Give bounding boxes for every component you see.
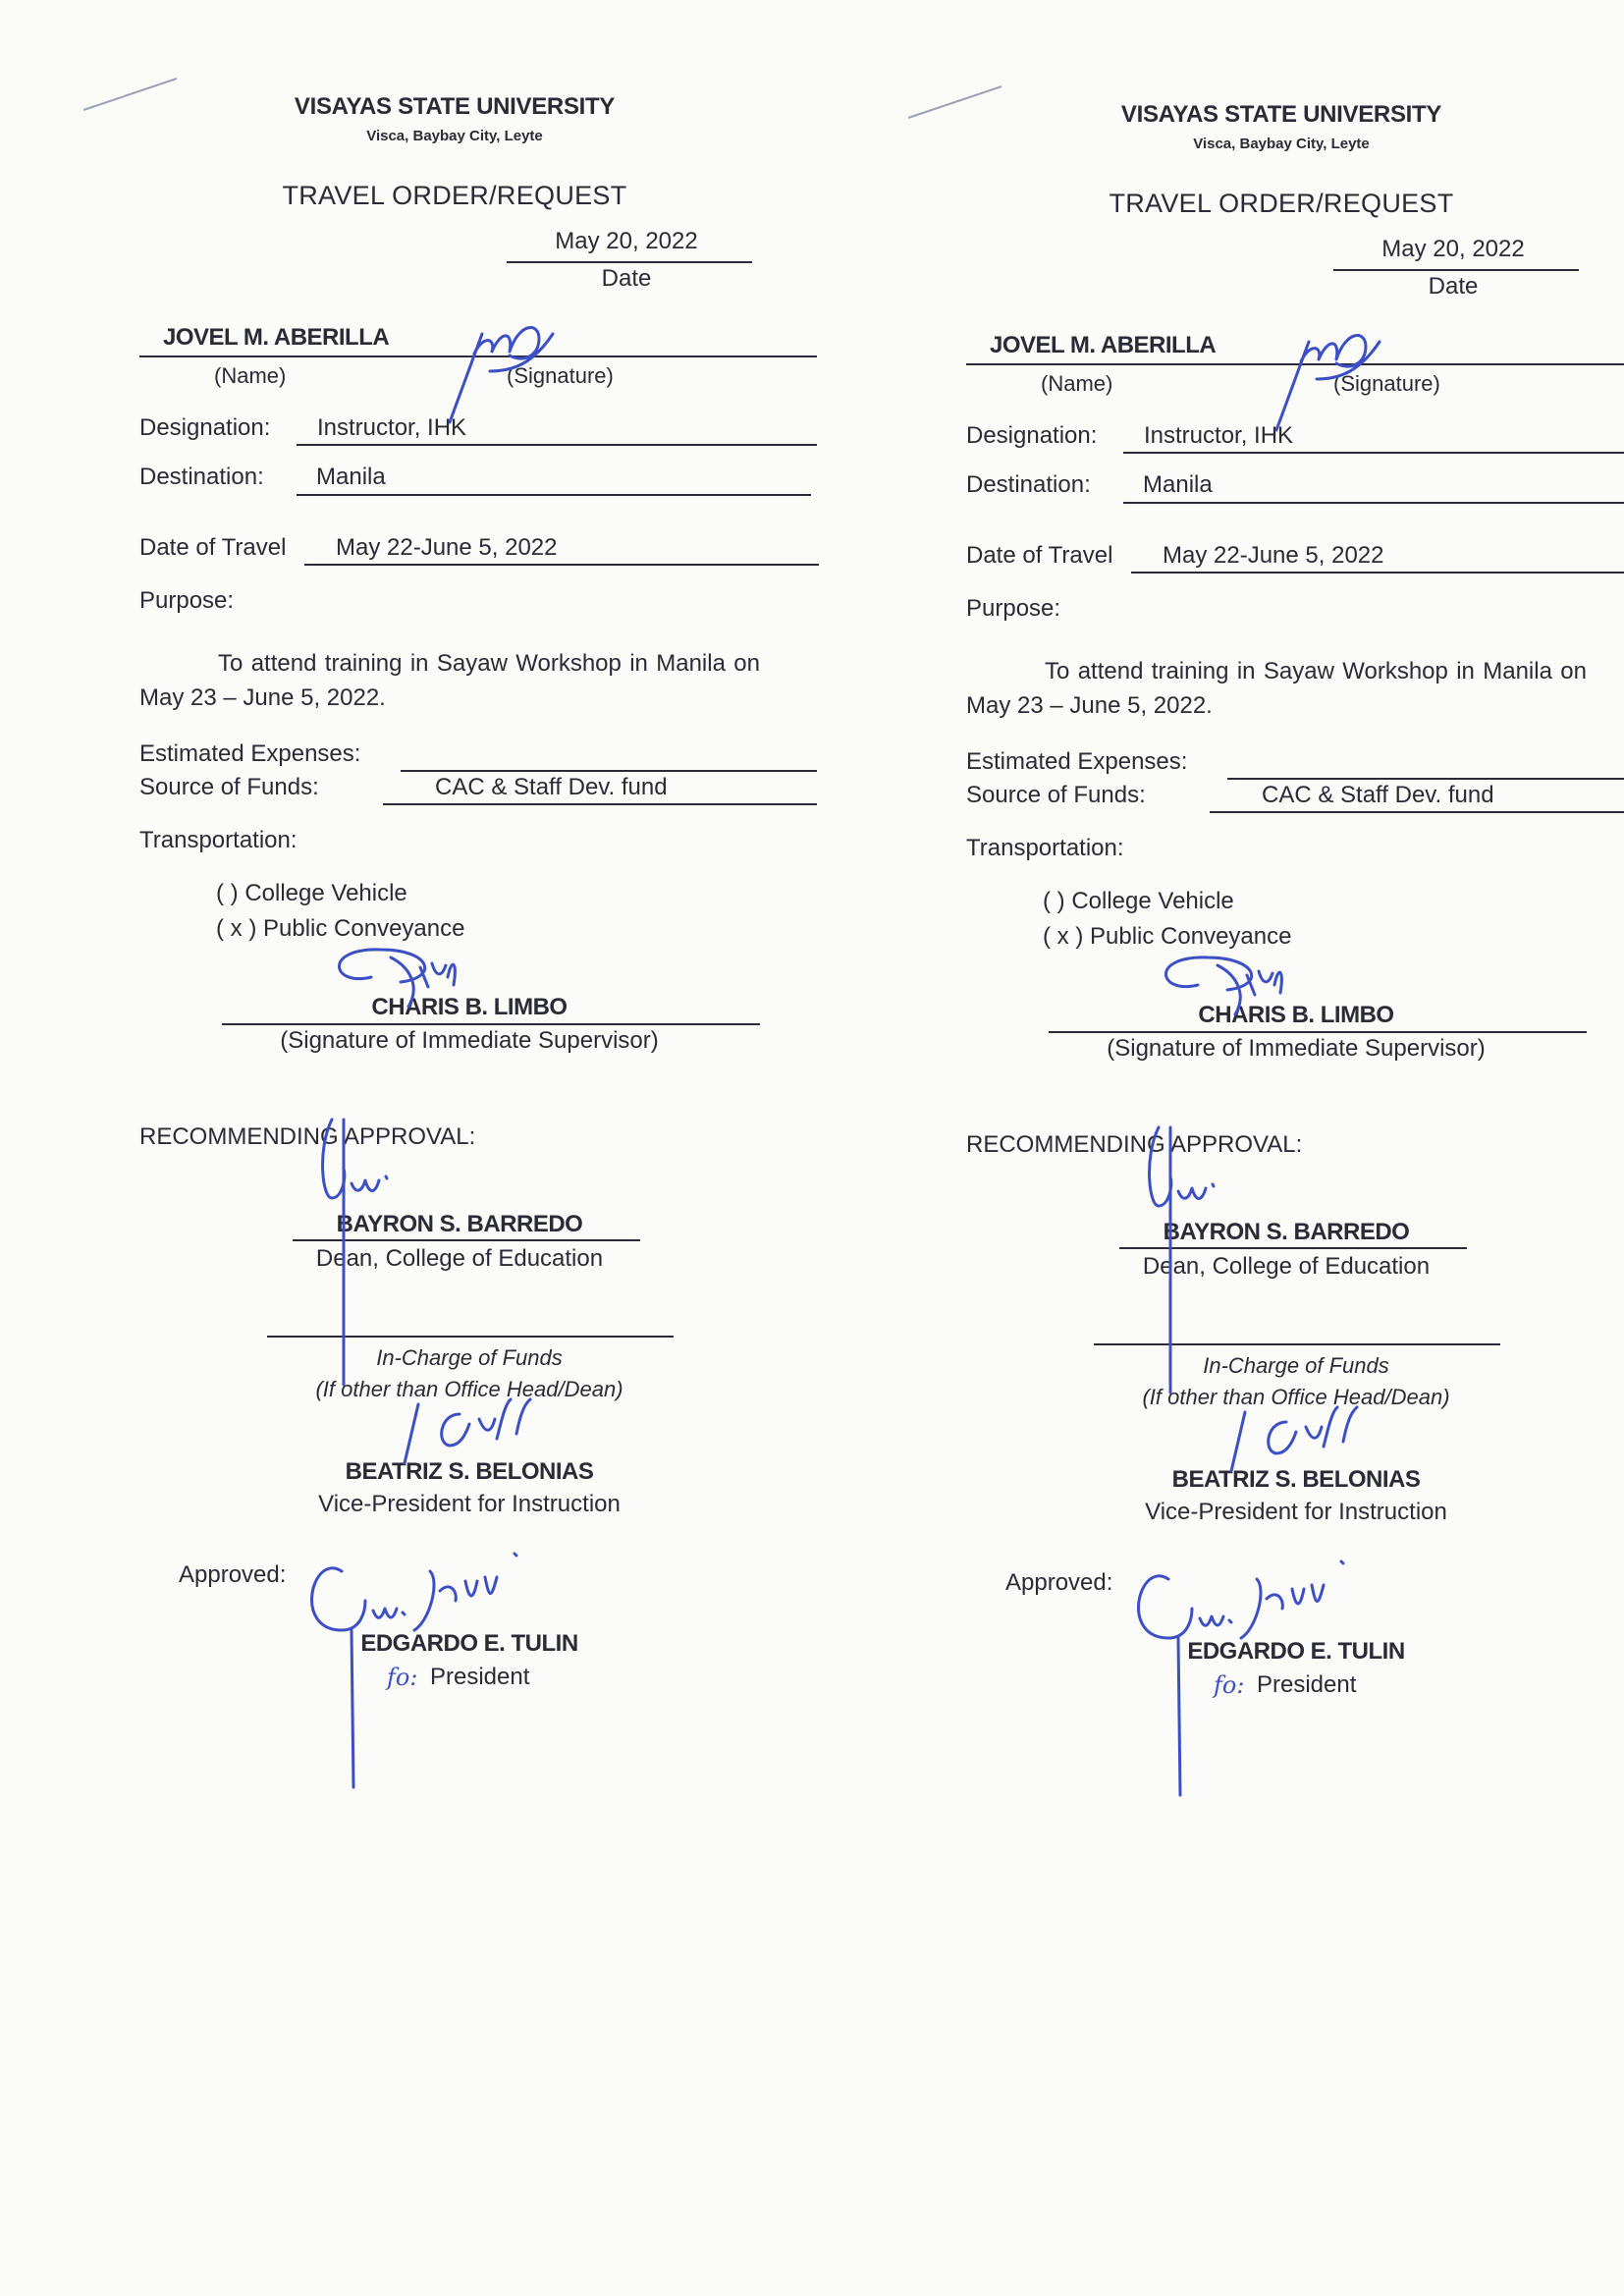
date-label: Date (601, 265, 652, 292)
expenses-line (1227, 778, 1624, 780)
date-value: May 20, 2022 (1381, 236, 1525, 262)
name-line (966, 363, 1624, 365)
dean-name: BAYRON S. BARREDO (1163, 1219, 1410, 1245)
destination-line (1123, 502, 1624, 504)
expenses-label: Estimated Expenses: (139, 740, 361, 767)
designation-line (297, 444, 817, 446)
destination-label: Destination: (966, 471, 1091, 498)
funds-line (1210, 811, 1624, 813)
purpose-text-body: To attend training in Sayaw Workshop in Manila on May 23 – June 5, 2022. (966, 658, 1587, 719)
university-name: VISAYAS STATE UNIVERSITY (294, 93, 616, 120)
designation-label: Designation: (966, 422, 1098, 449)
transport-option-public-conveyance (216, 915, 464, 943)
purpose-text-body: To attend training in Sayaw Workshop in Manila on May 23 – June 5, 2022. (139, 650, 760, 711)
funds-incharge-line (1094, 1343, 1500, 1345)
transportation-label: Transportation: (966, 835, 1124, 861)
travel-date-line (304, 564, 819, 566)
vp-title: Vice-President for Instruction (1145, 1499, 1447, 1525)
dean-name: BAYRON S. BARREDO (336, 1211, 583, 1237)
vp-name: BEATRIZ S. BELONIAS (345, 1458, 594, 1485)
president-name: EDGARDO E. TULIN (1187, 1638, 1405, 1665)
name-label: (Name) (1041, 371, 1113, 396)
vp-title: Vice-President for Instruction (318, 1491, 621, 1517)
transport-option-label: Public Conveyance (263, 915, 465, 942)
supervisor-label: (Signature of Immediate Supervisor) (1107, 1035, 1486, 1062)
transport-option-label: College Vehicle (244, 880, 407, 906)
destination-value: Manila (1143, 471, 1213, 498)
dean-title: Dean, College of Education (1142, 1253, 1431, 1280)
funds-value: CAC & Staff Dev. fund (1262, 782, 1494, 808)
designation-label: Designation: (139, 414, 271, 441)
president-prefix: fo: (387, 1664, 418, 1691)
funds-incharge-note: (If other than Office Head/Dean) (315, 1377, 623, 1401)
travel-order-copy-left (135, 0, 862, 2062)
travel-date-value: May 22-June 5, 2022 (336, 534, 558, 561)
expenses-label: Estimated Expenses: (966, 748, 1188, 775)
dean-line (1119, 1247, 1467, 1249)
supervisor-name: CHARIS B. LIMBO (371, 994, 568, 1020)
funds-value: CAC & Staff Dev. fund (435, 774, 668, 800)
travel-order-copy-right (962, 8, 1624, 2070)
supervisor-line (1049, 1031, 1587, 1033)
purpose-text (139, 646, 760, 715)
designation-value: Instructor, IHK (317, 414, 467, 441)
funds-incharge-label: In-Charge of Funds (376, 1345, 563, 1370)
travel-date-value: May 22-June 5, 2022 (1163, 542, 1384, 569)
approved-label: Approved: (179, 1561, 287, 1588)
travel-date-label: Date of Travel (966, 542, 1113, 569)
signature-label: (Signature) (1333, 371, 1440, 396)
university-address: Visca, Baybay City, Leyte (1193, 136, 1370, 152)
designation-value: Instructor, IHK (1144, 422, 1294, 449)
destination-value: Manila (316, 464, 386, 490)
recommending-label: RECOMMENDING APPROVAL: (139, 1123, 476, 1150)
transport-option-public-conveyance (1043, 923, 1291, 951)
funds-label: Source of Funds: (139, 774, 319, 800)
date-value: May 20, 2022 (555, 228, 698, 254)
funds-incharge-line (267, 1336, 674, 1338)
supervisor-name: CHARIS B. LIMBO (1198, 1002, 1394, 1028)
name-label: (Name) (214, 363, 287, 388)
purpose-label: Purpose: (966, 595, 1061, 622)
transport-option-college-vehicle (1043, 888, 1234, 915)
dean-title: Dean, College of Education (315, 1245, 604, 1272)
dean-line (293, 1239, 640, 1241)
transport-mark: ( ) (216, 880, 239, 906)
expenses-line (401, 770, 817, 772)
purpose-text (966, 654, 1587, 723)
form-title: TRAVEL ORDER/REQUEST (1109, 189, 1454, 218)
destination-line (297, 494, 811, 496)
approved-label: Approved: (1005, 1569, 1113, 1596)
transportation-label: Transportation: (139, 827, 298, 853)
president-prefix: fo: (1214, 1671, 1245, 1699)
travel-date-line (1131, 572, 1624, 574)
supervisor-line (222, 1023, 760, 1025)
recommending-label: RECOMMENDING APPROVAL: (966, 1131, 1303, 1158)
form-title: TRAVEL ORDER/REQUEST (282, 181, 627, 210)
president-name: EDGARDO E. TULIN (360, 1630, 578, 1657)
funds-label: Source of Funds: (966, 782, 1146, 808)
transport-option-label: College Vehicle (1071, 888, 1234, 914)
funds-line (383, 803, 817, 805)
transport-option-label: Public Conveyance (1090, 923, 1292, 950)
date-line (507, 261, 752, 263)
university-address: Visca, Baybay City, Leyte (366, 128, 543, 144)
designation-line (1123, 452, 1624, 454)
university-name: VISAYAS STATE UNIVERSITY (1120, 101, 1442, 128)
transport-mark: ( x ) (1043, 923, 1084, 950)
president-title: President (1257, 1671, 1357, 1698)
date-label: Date (1428, 273, 1479, 300)
president-title: President (430, 1664, 530, 1690)
transport-mark: ( x ) (216, 915, 257, 942)
name-line (139, 355, 817, 357)
transport-option-college-vehicle (216, 880, 407, 907)
supervisor-label: (Signature of Immediate Supervisor) (280, 1027, 659, 1054)
name-value: JOVEL M. ABERILLA (990, 332, 1217, 358)
vp-name: BEATRIZ S. BELONIAS (1171, 1466, 1421, 1493)
name-value: JOVEL M. ABERILLA (163, 324, 390, 351)
funds-incharge-note: (If other than Office Head/Dean) (1142, 1385, 1450, 1409)
purpose-label: Purpose: (139, 587, 235, 614)
destination-label: Destination: (139, 464, 264, 490)
travel-date-label: Date of Travel (139, 534, 287, 561)
transport-mark: ( ) (1043, 888, 1065, 914)
signature-label: (Signature) (507, 363, 614, 388)
date-line (1333, 269, 1579, 271)
funds-incharge-label: In-Charge of Funds (1203, 1353, 1389, 1378)
